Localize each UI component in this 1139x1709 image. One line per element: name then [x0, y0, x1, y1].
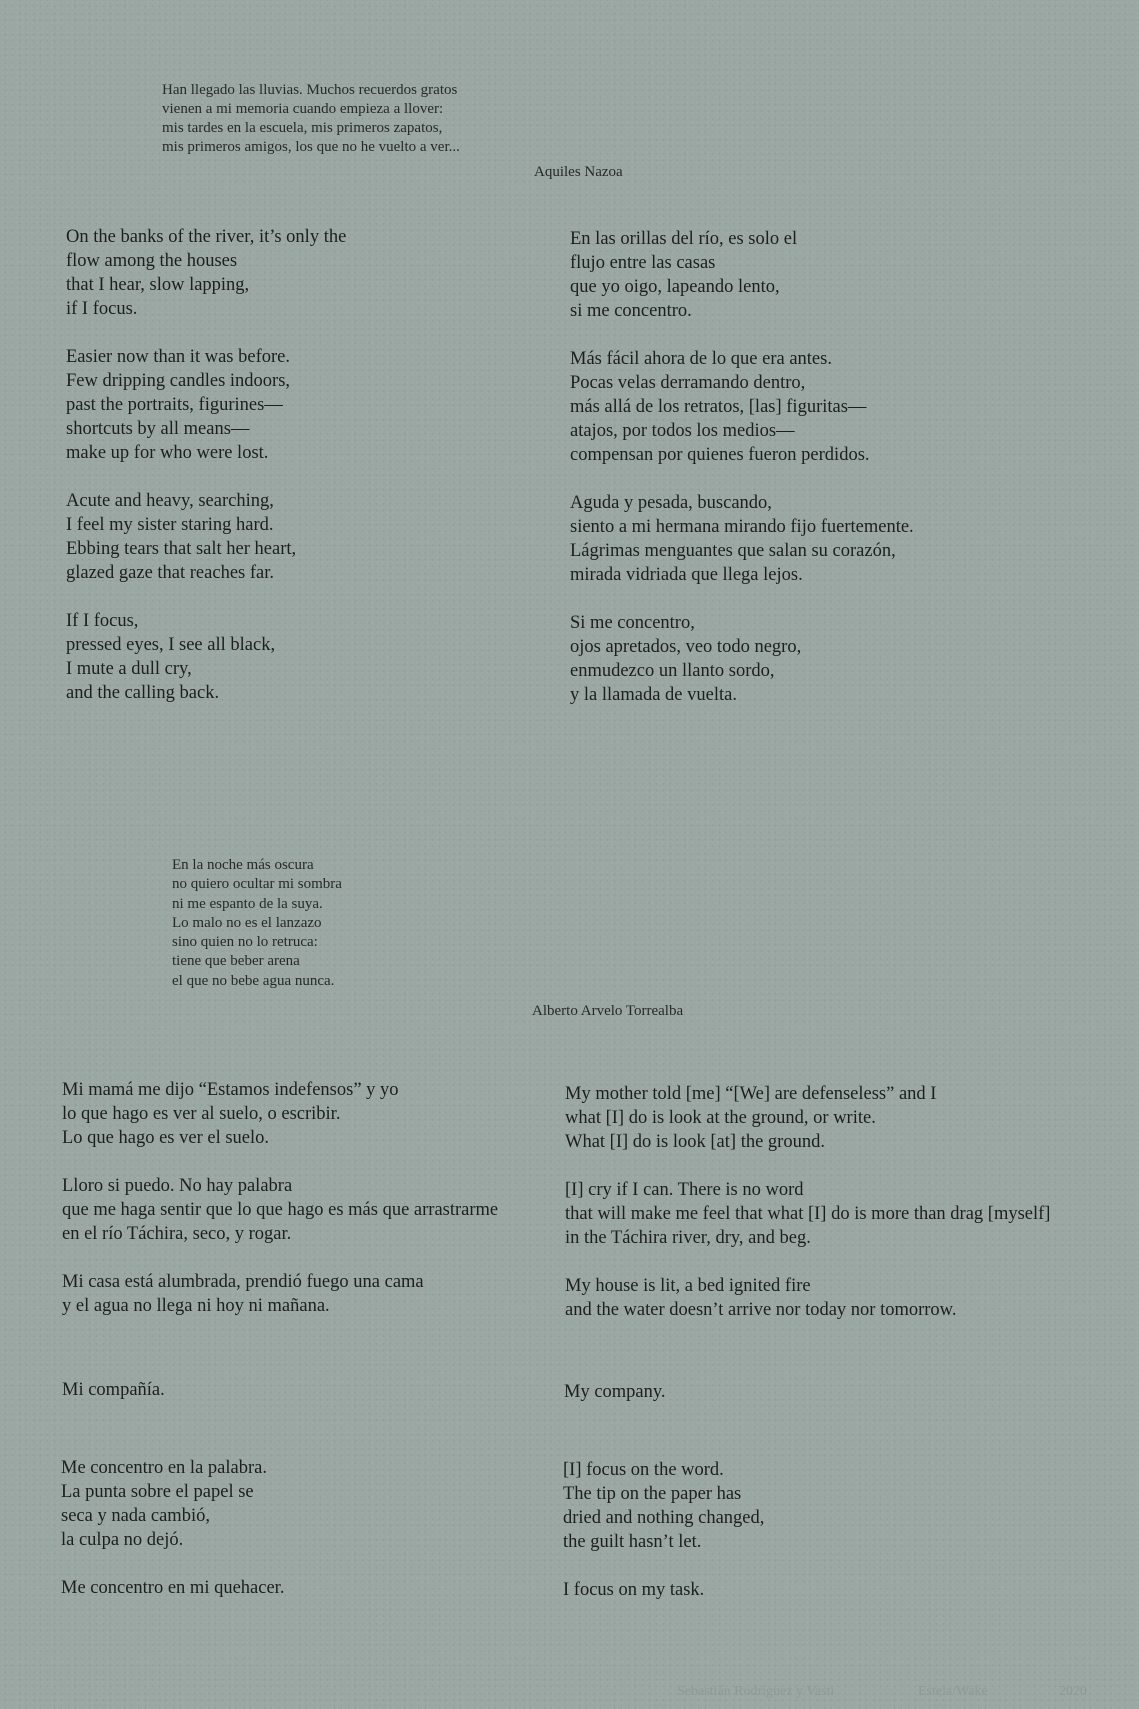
poem-1-spanish [570, 227, 914, 707]
epigraph-line: sino quien no lo retruca: [172, 934, 318, 951]
stanza [570, 611, 914, 707]
verse-line: y la llamada de vuelta. [570, 685, 737, 705]
epigraph-line: vienen a mi memoria cuando empieza a llover: [162, 101, 444, 117]
verse-line: Mi mamá me dijo “Estamos indefensos” y yo [62, 1080, 399, 1100]
verse-line: Easier now than it was before. [66, 347, 290, 367]
verse-line: más allá de los retratos, [las] figuritas— [570, 397, 867, 417]
stanza [570, 347, 914, 467]
verse-line: what [I] do is look at the ground, or write. [565, 1108, 876, 1128]
verse-line: that will make me feel that what [I] do is more than drag [myself] [565, 1204, 1051, 1224]
verse-line: the guilt hasn’t let. [563, 1532, 702, 1552]
stanza [66, 609, 346, 705]
verse-line: [I] focus on the word. [563, 1460, 724, 1480]
verse-line: My mother told [me] “[We] are defenseless” and I [565, 1084, 937, 1104]
verse-line: Mi casa está alumbrada, prendió fuego una cama [62, 1272, 424, 1292]
stanza [61, 1576, 284, 1600]
verse-line: Acute and heavy, searching, [66, 491, 274, 511]
verse-line: make up for who were lost. [66, 443, 269, 463]
verse-line: My house is lit, a bed ignited fire [565, 1276, 811, 1296]
epigraph-line: mis tardes en la escuela, mis primeros zapatos, [162, 120, 443, 136]
verse-line: que yo oigo, lapeando lento, [570, 277, 780, 297]
verse-line: Ebbing tears that salt her heart, [66, 539, 297, 559]
epigraph-line: Lo malo no es el lanzazo [172, 914, 322, 931]
verse-line: que me haga sentir que lo que hago es más que arrastrarme [62, 1200, 499, 1220]
footer-year: 2020 [1059, 1684, 1087, 1699]
verse-line: shortcuts by all means— [66, 419, 250, 439]
verse-line: la culpa no dejó. [61, 1530, 184, 1550]
stanza [66, 345, 346, 465]
poem-2-english-company: My company. [564, 1382, 666, 1402]
verse-line: that I hear, slow lapping, [66, 275, 250, 295]
stanza [570, 491, 914, 587]
epigraph-2-attribution: Alberto Arvelo Torrealba [532, 1003, 684, 1019]
verse-line: Si me concentro, [570, 613, 695, 633]
verse-line: The tip on the paper has [563, 1484, 742, 1504]
verse-line: I feel my sister staring hard. [66, 515, 274, 535]
stanza [66, 489, 346, 585]
footer-author: Sebastián Rodríguez y Vasti [677, 1684, 835, 1699]
epigraph-1-attribution: Aquiles Nazoa [534, 164, 623, 180]
verse-line: siento a mi hermana mirando fijo fuertemente. [570, 517, 914, 537]
verse-line: Pocas velas derramando dentro, [570, 373, 806, 393]
stanza [570, 227, 914, 323]
verse-line: atajos, por todos los medios— [570, 421, 795, 441]
verse-line: past the portraits, figurines— [66, 395, 283, 415]
footer-title: Estela/Wake [918, 1684, 988, 1699]
verse-line: Lloro si puedo. No hay palabra [62, 1176, 293, 1196]
verse-line: Aguda y pesada, buscando, [570, 493, 772, 513]
poem-2-spanish-part-b [61, 1456, 284, 1600]
verse-line: [I] cry if I can. There is no word [565, 1180, 804, 1200]
verse-line: Me concentro en la palabra. [61, 1458, 267, 1478]
verse-line: pressed eyes, I see all black, [66, 635, 276, 655]
verse-line: enmudezco un llanto sordo, [570, 661, 775, 681]
verse-line: If I focus, [66, 611, 139, 631]
verse-line: compensan por quienes fueron perdidos. [570, 445, 870, 465]
verse-line: en el río Táchira, seco, y rogar. [62, 1224, 292, 1244]
verse-line: dried and nothing changed, [563, 1508, 765, 1528]
stanza [62, 1174, 498, 1246]
verse-line: Few dripping candles indoors, [66, 371, 291, 391]
verse-line: Lo que hago es ver el suelo. [62, 1128, 270, 1148]
verse-line: lo que hago es ver al suelo, o escribir. [62, 1104, 341, 1124]
verse-line: if I focus. [66, 299, 138, 319]
verse-line: On the banks of the river, it’s only the [66, 227, 347, 247]
stanza [563, 1458, 764, 1554]
verse-line: I focus on my task. [563, 1580, 705, 1600]
verse-line: and the water doesn’t arrive nor today nor tomorrow. [565, 1300, 957, 1320]
verse-line: y el agua no llega ni hoy ni mañana. [62, 1296, 330, 1316]
stanza [62, 1270, 498, 1318]
epigraph-line: el que no bebe agua nunca. [172, 972, 335, 989]
verse-line: En las orillas del río, es solo el [570, 229, 798, 249]
stanza [563, 1578, 764, 1602]
verse-line: in the Táchira river, dry, and beg. [565, 1228, 811, 1248]
stanza [565, 1274, 1050, 1322]
verse-line: flujo entre las casas [570, 253, 716, 273]
poem-2-spanish-company: Mi compañía. [62, 1380, 165, 1400]
verse-line: mirada vidriada que llega lejos. [570, 565, 803, 585]
poem-2-spanish-part-a [62, 1078, 498, 1318]
stanza [66, 225, 346, 321]
epigraph-line: En la noche más oscura [172, 857, 314, 873]
verse-line: Más fácil ahora de lo que era antes. [570, 349, 832, 369]
verse-line: Lágrimas menguantes que salan su corazón, [570, 541, 896, 561]
verse-line: Me concentro en mi quehacer. [61, 1578, 285, 1598]
stanza [62, 1078, 498, 1150]
epigraph-line: Han llegado las lluvias. Muchos recuerdos gratos [162, 82, 458, 98]
verse-line: flow among the houses [66, 251, 238, 271]
verse-line: and the calling back. [66, 683, 220, 703]
verse-line: glazed gaze that reaches far. [66, 563, 274, 583]
epigraph-1 [162, 81, 460, 157]
poem-2-english-part-b [563, 1458, 764, 1602]
verse-line: What [I] do is look [at] the ground. [565, 1132, 825, 1152]
epigraph-line: tiene que beber arena [172, 953, 300, 970]
stanza [61, 1456, 284, 1552]
stanza [565, 1082, 1050, 1154]
poem-1-english [66, 225, 346, 705]
stanza [565, 1178, 1050, 1250]
epigraph-line: mis primeros amigos, los que no he vuelto a ver... [162, 139, 460, 155]
verse-line: La punta sobre el papel se [61, 1482, 254, 1502]
verse-line: ojos apretados, veo todo negro, [570, 637, 802, 657]
epigraph-line: ni me espanto de la suya. [172, 895, 323, 912]
verse-line: seca y nada cambió, [61, 1506, 210, 1526]
poem-2-english-part-a [565, 1082, 1050, 1322]
epigraph-2 [172, 856, 342, 991]
verse-line: si me concentro. [570, 301, 692, 321]
epigraph-line: no quiero ocultar mi sombra [172, 876, 342, 893]
verse-line: I mute a dull cry, [66, 659, 192, 679]
